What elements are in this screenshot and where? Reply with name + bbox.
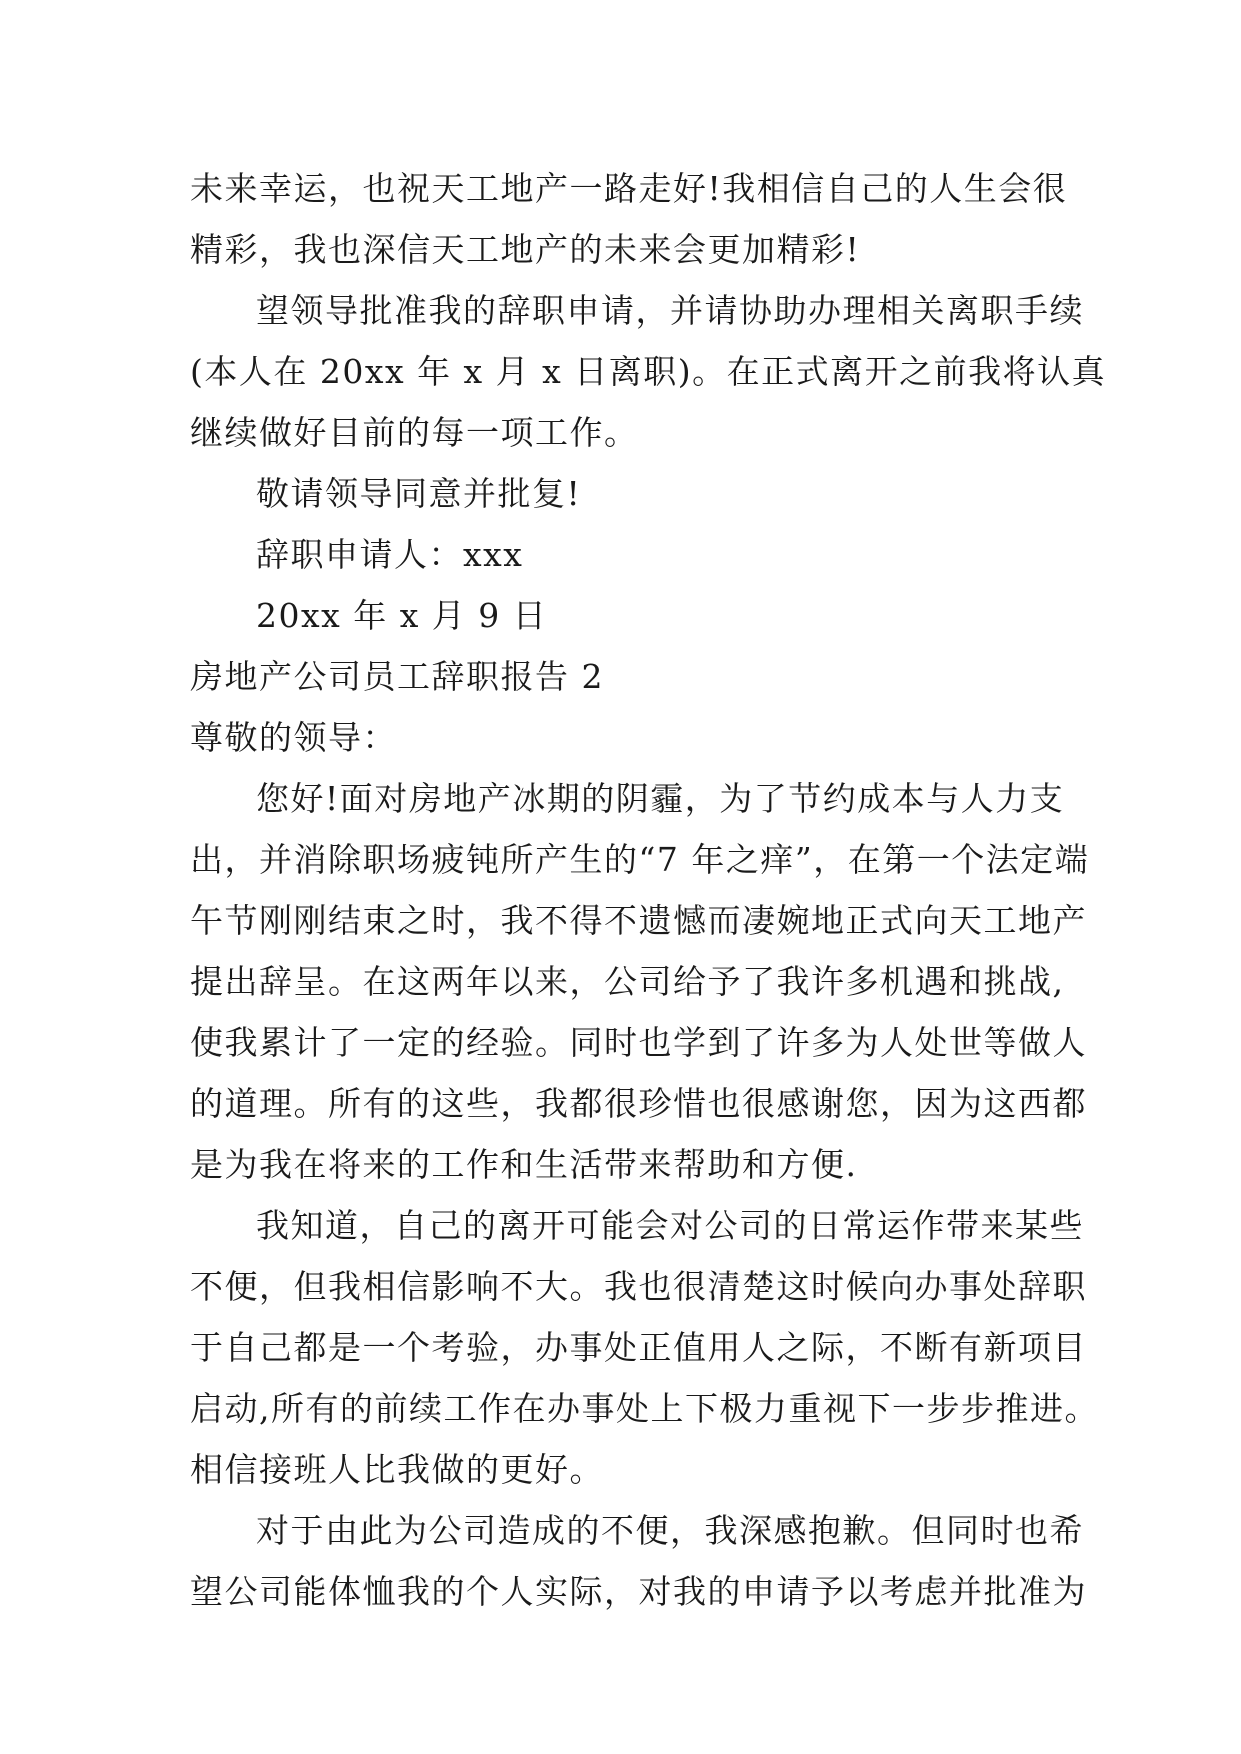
body-line: 启动,所有的前续工作在办事处上下极力重视下一步步推进。: [190, 1389, 1099, 1428]
body-line: (本人在 20xx 年 x 月 x 日离职)。在正式离开之前我将认真: [190, 352, 1107, 391]
paragraph-start-line: 对于由此为公司造成的不便，我深感抱歉。但同时也希: [256, 1511, 1084, 1550]
closing-request: 敬请领导同意并批复!: [256, 474, 582, 513]
body-line: 是为我在将来的工作和生活带来帮助和方便.: [190, 1145, 858, 1184]
applicant-signature: 辞职申请人：xxx: [256, 535, 524, 574]
body-line: 继续做好目前的每一项工作。: [190, 413, 639, 452]
body-line: 望公司能体恤我的个人实际，对我的申请予以考虑并批准为: [190, 1572, 1087, 1611]
document-body: [190, 158, 1107, 1622]
body-line: 不便，但我相信影响不大。我也很清楚这时候向办事处辞职: [190, 1267, 1087, 1306]
paragraph-start-line: 我知道，自己的离开可能会对公司的日常运作带来某些: [256, 1206, 1084, 1245]
paragraph-start-line: 您好!面对房地产冰期的阴霾，为了节约成本与人力支: [256, 779, 1065, 818]
body-line: 出，并消除职场疲钝所产生的“7 年之痒”，在第一个法定端: [190, 840, 1090, 879]
body-line: 未来幸运，也祝天工地产一路走好!我相信自己的人生会很: [190, 169, 1068, 208]
body-line: 精彩，我也深信天工地产的未来会更加精彩!: [190, 230, 861, 269]
body-line: 于自己都是一个考验，办事处正值用人之际，不断有新项目: [190, 1328, 1087, 1367]
paragraph-start-line: 望领导批准我的辞职申请，并请协助办理相关离职手续: [256, 291, 1084, 330]
body-line: 使我累计了一定的经验。同时也学到了许多为人处世等做人: [190, 1023, 1087, 1062]
body-line: 的道理。所有的这些，我都很珍惜也很感谢您，因为这西都: [190, 1084, 1087, 1123]
body-line: 相信接班人比我做的更好。: [190, 1450, 604, 1489]
section-title: 房地产公司员工辞职报告 2: [190, 657, 604, 696]
body-line: 午节刚刚结束之时，我不得不遗憾而凄婉地正式向天工地产: [190, 901, 1087, 940]
body-line: 提出辞呈。在这两年以来，公司给予了我许多机遇和挑战,: [190, 962, 1065, 1001]
salutation: 尊敬的领导：: [190, 718, 397, 757]
signature-date: 20xx 年 x 月 9 日: [256, 596, 548, 635]
